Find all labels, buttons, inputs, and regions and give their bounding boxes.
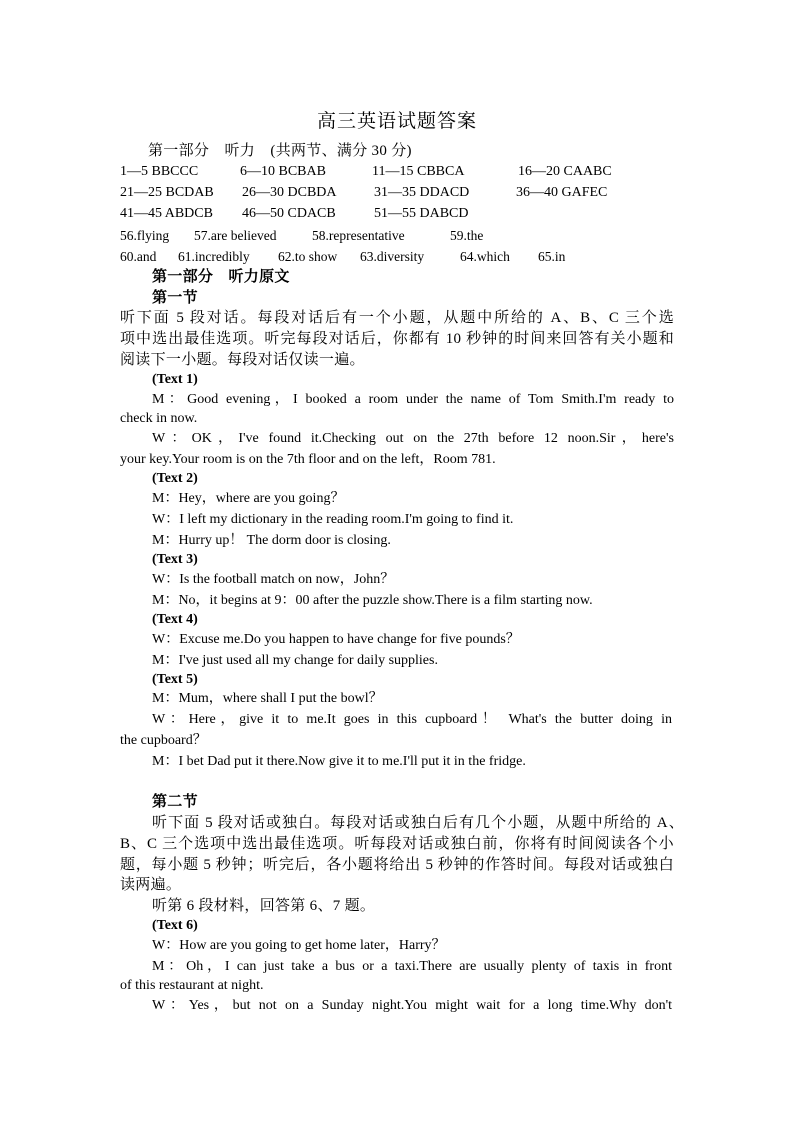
answer-item: 41—45 ABDCB <box>120 206 213 221</box>
answer-item: 1—5 BBCCC <box>120 164 199 179</box>
answer-row <box>120 227 483 245</box>
answer-row <box>120 184 607 202</box>
text-label: (Text 5) <box>152 672 198 687</box>
answer-item: 62.to show <box>278 249 338 264</box>
dialogue-line: M：Mum，where shall I put the bowl？ <box>152 691 383 706</box>
dialogue-line: M：Good evening，I booked a room under the name of Tom Smith.I'm ready to <box>152 392 674 407</box>
answer-item: 16—20 CAABC <box>518 164 612 179</box>
instruction-line: B、C 三个选项中选出最佳选项。听每段对话或独白前，你将有时间阅读各个小 <box>120 836 674 852</box>
answer-row <box>120 205 469 223</box>
answer-item: 6—10 BCBAB <box>240 164 326 179</box>
dialogue-line: W：OK，I've found it.Checking out on the 27th before 12 noon.Sir，here's <box>152 431 674 446</box>
dialogue-line: W：I left my dictionary in the reading room.I'm going to find it. <box>152 512 514 527</box>
answer-item: 36—40 GAFEC <box>516 185 608 200</box>
instruction-line: 读两遍。 <box>120 877 182 893</box>
instruction-line: 听下面 5 段对话或独白。每段对话或独白后有几个小题，从题中所给的 A、 <box>152 815 684 831</box>
answer-item: 60.and <box>120 249 157 264</box>
dialogue-line: M：Hurry up！ The dorm door is closing. <box>152 533 391 548</box>
dialogue-line: M：I bet Dad put it there.Now give it to me.I'll put it in the fridge. <box>152 754 526 769</box>
instruction-line: 项中选出最佳选项。听完每段对话后，你都有 10 秒钟的时间来回答有关小题和 <box>120 331 674 347</box>
page-title: 高三英语试题答案 <box>316 111 477 132</box>
dialogue-line: M：I've just used all my change for daily supplies. <box>152 653 438 668</box>
text-label: (Text 3) <box>152 552 198 567</box>
dialogue-line: M：Oh，I can just take a bus or a taxi.There are usually plenty of taxis in front <box>152 959 672 974</box>
answer-item: 61.incredibly <box>178 249 250 264</box>
section-heading: 第一节 <box>152 290 198 306</box>
instruction-line: 听第 6 段材料，回答第 6、7 题。 <box>152 898 376 914</box>
dialogue-line: W：Is the football match on now，John？ <box>152 572 395 587</box>
answer-item: 65.in <box>538 249 566 264</box>
transcript-heading: 第一部分 听力原文 <box>152 269 290 285</box>
answer-item: 64.which <box>460 249 510 264</box>
dialogue-line: check in now. <box>120 411 198 426</box>
dialogue-line: W：Excuse me.Do you happen to have change for five pounds？ <box>152 632 520 647</box>
section-heading: 第二节 <box>152 794 198 810</box>
answer-item: 31—35 DDACD <box>374 185 470 200</box>
answer-item: 26—30 DCBDA <box>242 185 337 200</box>
dialogue-line: your key.Your room is on the 7th floor and on the left，Room 781. <box>120 452 496 467</box>
answer-item: 21—25 BCDAB <box>120 185 214 200</box>
answer-row <box>120 163 612 181</box>
answers-header: 第一部分 听力 (共两节、满分 30 分) <box>148 143 412 159</box>
answer-item: 56.flying <box>120 228 170 243</box>
answer-item: 63.diversity <box>360 249 425 264</box>
answer-item: 11—15 CBBCA <box>372 164 465 179</box>
dialogue-line: the cupboard？ <box>120 733 207 748</box>
dialogue-line: of this restaurant at night. <box>120 978 264 993</box>
dialogue-line: W：Here，give it to me.It goes in this cupboard！ What's the butter doing in <box>152 712 672 727</box>
dialogue-line: M：No，it begins at 9：00 after the puzzle show.There is a film starting now. <box>152 593 593 608</box>
dialogue-line: W：How are you going to get home later，Harry？ <box>152 938 446 953</box>
text-label: (Text 2) <box>152 471 198 486</box>
text-label: (Text 6) <box>152 918 198 933</box>
text-label: (Text 1) <box>152 372 198 387</box>
answer-item: 51—55 DABCD <box>374 206 469 221</box>
answer-item: 58.representative <box>312 228 405 243</box>
instruction-line: 听下面 5 段对话。每段对话后有一个小题，从题中所给的 A、B、C 三个选 <box>120 310 674 326</box>
answer-item: 46—50 CDACB <box>242 206 336 221</box>
answer-item: 59.the <box>450 228 484 243</box>
answer-item: 57.are believed <box>194 228 277 243</box>
dialogue-line: W：Yes，but not on a Sunday night.You might wait for a long time.Why don't <box>152 998 672 1013</box>
text-label: (Text 4) <box>152 612 198 627</box>
answer-row <box>120 248 565 266</box>
dialogue-line: M：Hey，where are you going？ <box>152 491 345 506</box>
instruction-line: 阅读下一小题。每段对话仅读一遍。 <box>120 352 365 368</box>
instruction-line: 题，每小题 5 秒钟；听完后，各小题将给出 5 秒钟的作答时间。每段对话或独白 <box>120 857 674 873</box>
